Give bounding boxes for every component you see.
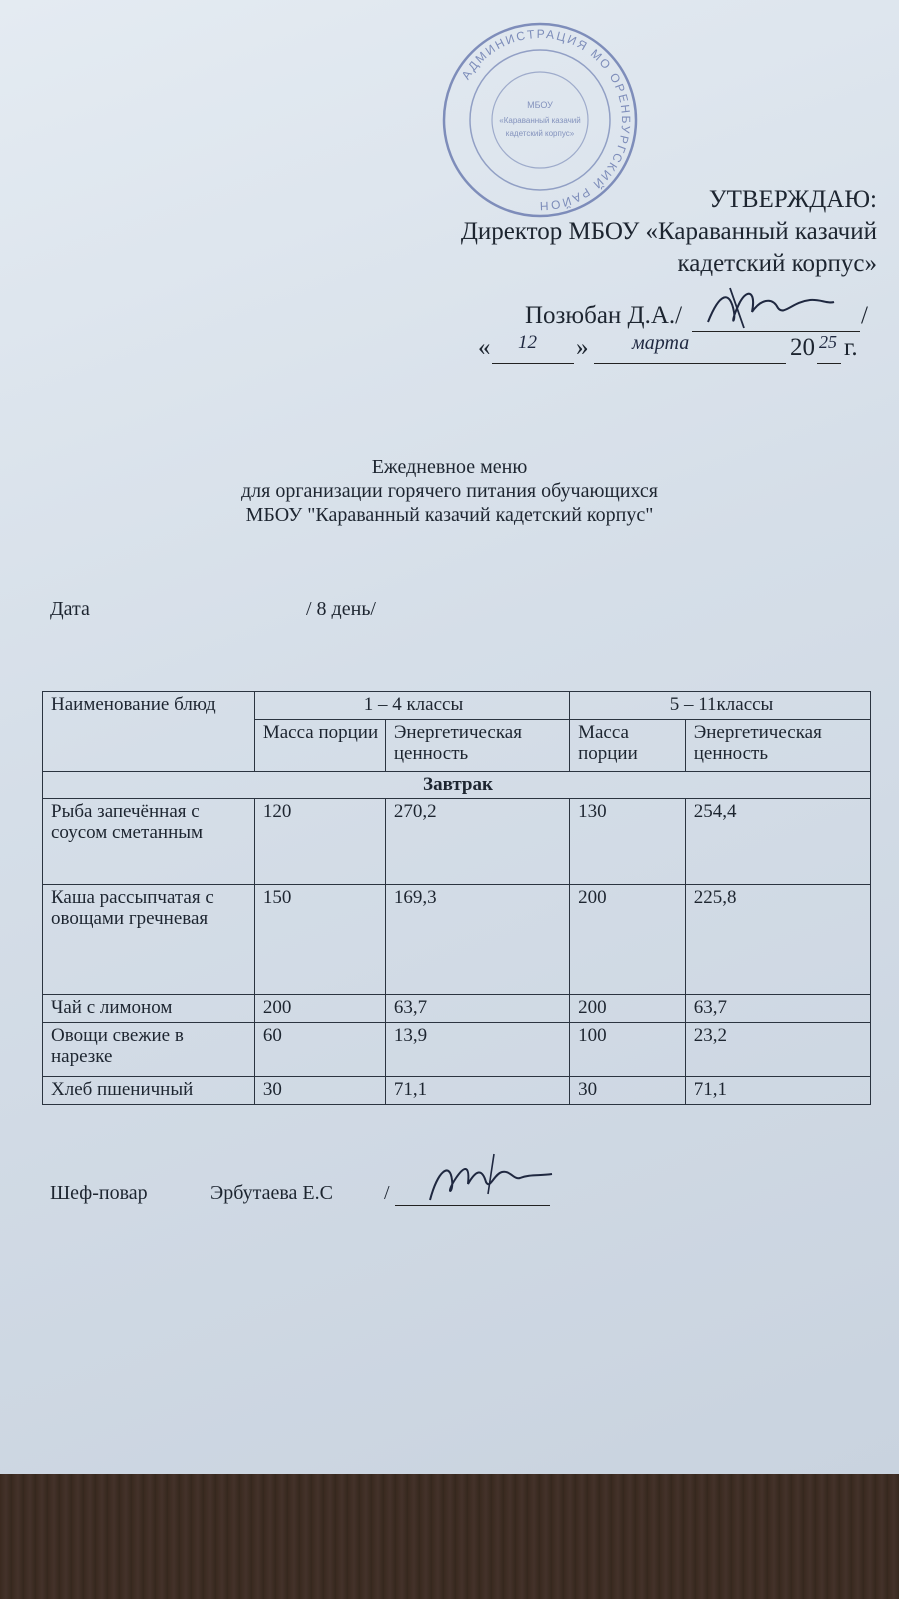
date-month-handwritten: марта [632, 332, 690, 354]
header-mass: Масса порции [570, 720, 686, 772]
date-year-prefix: 20 [790, 334, 815, 361]
stamp-center-line: кадетский корпус» [505, 129, 575, 138]
energy-1-4: 63,7 [385, 994, 569, 1022]
energy-1-4: 13,9 [385, 1022, 569, 1076]
dish-name: Хлеб пшеничный [43, 1076, 255, 1104]
date-day-line [492, 363, 574, 364]
energy-1-4: 270,2 [385, 798, 569, 884]
table-row [43, 1076, 871, 1104]
dish-name: Рыба запечённая с соусом сметанным [43, 798, 255, 884]
stamp-center-line: МБОУ [527, 100, 553, 110]
signature-line-end: / [861, 302, 868, 329]
energy-5-11: 23,2 [685, 1022, 870, 1076]
date-month-line [594, 363, 786, 364]
mass-1-4: 30 [254, 1076, 385, 1104]
date-close-quote: » [576, 334, 589, 361]
menu-subtitle: для организации горячего питания обучающихся [240, 480, 659, 502]
director-signature [700, 282, 840, 334]
background-floor [0, 1474, 899, 1599]
mass-5-11: 100 [570, 1022, 686, 1076]
mass-1-4: 60 [254, 1022, 385, 1076]
header-dish-name: Наименование блюд [43, 692, 255, 772]
approval-director-line: Директор МБОУ «Караванный казачий [460, 218, 877, 245]
table-row [43, 798, 871, 884]
official-stamp [440, 20, 640, 220]
menu-day-number: / 8 день/ [306, 598, 376, 620]
table-row [43, 994, 871, 1022]
header-mass: Масса порции [254, 720, 385, 772]
energy-5-11: 225,8 [685, 884, 870, 994]
energy-5-11: 254,4 [685, 798, 870, 884]
menu-school-name: МБОУ "Караванный казачий кадетский корпус" [245, 504, 654, 526]
mass-5-11: 200 [570, 994, 686, 1022]
approval-signer: Позюбан Д.А./ [525, 302, 683, 329]
chef-name: Эрбутаева Е.С [210, 1182, 333, 1204]
approval-org-line: кадетский корпус» [677, 250, 877, 277]
date-year-line [817, 363, 841, 364]
stamp-outer-text: АДМИНИСТРАЦИЯ МО ОРЕНБУРГСКИЙ РАЙОН [458, 26, 634, 214]
approval-heading: УТВЕРЖДАЮ: [708, 186, 877, 213]
energy-1-4: 169,3 [385, 884, 569, 994]
energy-5-11: 71,1 [685, 1076, 870, 1104]
section-breakfast: Завтрак [43, 772, 871, 799]
date-day-handwritten: 12 [518, 332, 537, 353]
date-label: Дата [50, 598, 90, 620]
stamp-center-line: «Караванный казачий [499, 116, 581, 125]
menu-title: Ежедневное меню [371, 456, 528, 478]
header-grades-5-11: 5 – 11классы [570, 692, 871, 720]
chef-role: Шеф-повар [50, 1182, 148, 1204]
menu-table [42, 691, 871, 1105]
date-open-quote: « [478, 334, 491, 361]
header-grades-1-4: 1 – 4 классы [254, 692, 569, 720]
mass-5-11: 200 [570, 884, 686, 994]
mass-5-11: 130 [570, 798, 686, 884]
dish-name: Каша рассыпчатая с овощами гречневая [43, 884, 255, 994]
mass-1-4: 150 [254, 884, 385, 994]
chef-slash: / [384, 1182, 390, 1204]
table-row [43, 884, 871, 994]
energy-1-4: 71,1 [385, 1076, 569, 1104]
header-energy: Энергетическая ценность [685, 720, 870, 772]
mass-1-4: 120 [254, 798, 385, 884]
chef-signature [420, 1150, 560, 1210]
energy-5-11: 63,7 [685, 994, 870, 1022]
dish-name: Чай с лимоном [43, 994, 255, 1022]
date-year-end: г. [844, 334, 858, 361]
date-year-handwritten: 25 [819, 332, 837, 352]
mass-5-11: 30 [570, 1076, 686, 1104]
header-energy: Энергетическая ценность [385, 720, 569, 772]
mass-1-4: 200 [254, 994, 385, 1022]
table-row [43, 1022, 871, 1076]
dish-name: Овощи свежие в нарезке [43, 1022, 255, 1076]
